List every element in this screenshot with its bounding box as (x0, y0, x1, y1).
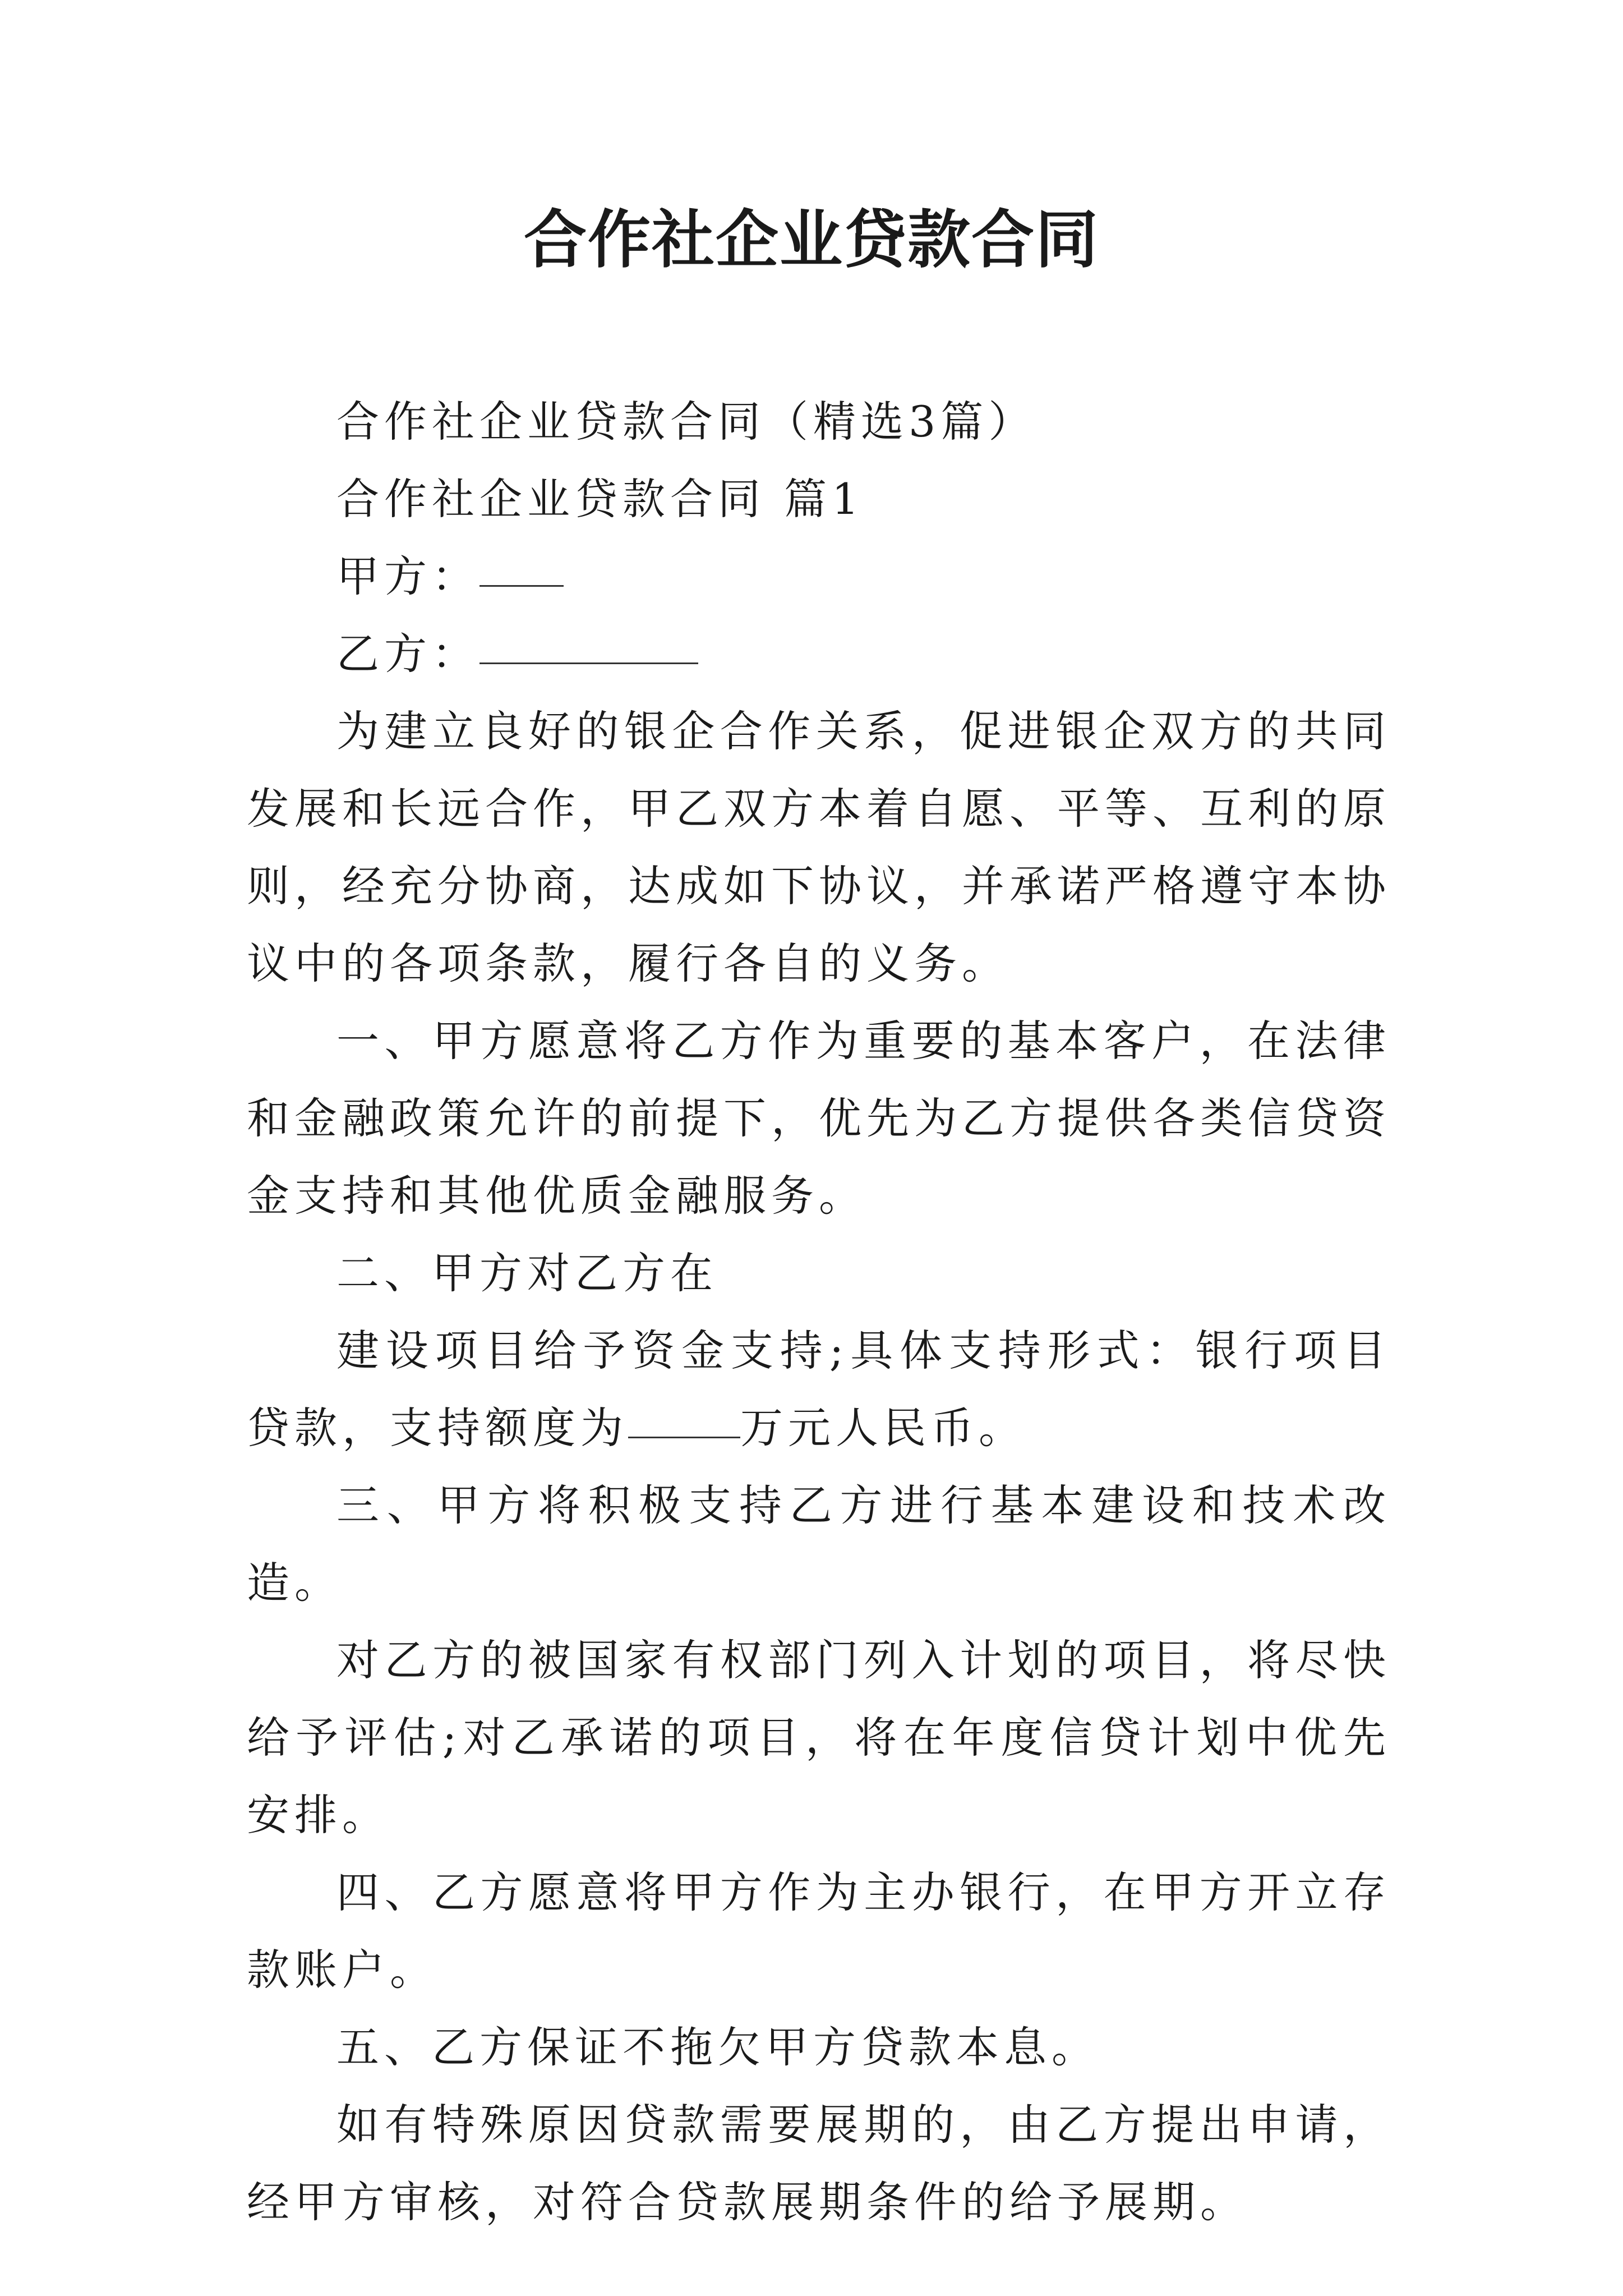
paragraph-support-form (247, 1312, 1391, 1467)
support-form-text: 建设项目给予资金支持;具体支持形式：银行项目贷款，支持额度为 (247, 1326, 1391, 1453)
paragraph-clause-3: 三、甲方将积极支持乙方进行基本建设和技术改造。 (247, 1480, 1391, 1608)
party-b-line (247, 615, 1391, 693)
paragraph-clause-1: 一、甲方愿意将乙方作为重要的基本客户，在法律和金融政策允许的前提下，优先为乙方提供各类信贷资金支持和其他优质金融服务。 (247, 1016, 1391, 1221)
document-title: 合作社企业贷款合同 (524, 203, 1099, 277)
paragraph-project-evaluation: 对乙方的被国家有权部门列入计划的项目，将尽快给予评估;对乙承诺的项目，将在年度信贷计划中优先安排。 (247, 1635, 1391, 1840)
party-a-blank (479, 545, 564, 587)
paragraph-clause-2: 二、甲方对乙方在 (336, 1248, 718, 1298)
party-b-blank (479, 622, 698, 664)
paragraph-extension: 如有特殊原因贷款需要展期的，由乙方提出申请，经甲方审核，对符合贷款展期条件的给予展期。 (247, 2100, 1391, 2227)
amount-blank (628, 1396, 740, 1438)
document-subtitle: 合作社企业贷款合同（精选3篇） (336, 397, 1036, 447)
paragraph-clause-4: 四、乙方愿意将甲方作为主办银行，在甲方开立存款账户。 (247, 1867, 1391, 1995)
paragraph-intro: 为建立良好的银企合作关系，促进银企双方的共同发展和长远合作，甲乙双方本着自愿、平等、互利的原则，经充分协商，达成如下协议，并承诺严格遵守本协议中的各项条款，履行各自的义务。 (247, 706, 1391, 988)
party-a-line (247, 538, 1391, 615)
section-heading: 合作社企业贷款合同 篇1 (336, 474, 864, 524)
support-amount-unit: 万元人民币。 (740, 1403, 1026, 1453)
party-a-label: 甲方： (336, 551, 479, 601)
paragraph-clause-5: 五、乙方保证不拖欠甲方贷款本息。 (336, 2022, 1099, 2072)
document-body (247, 383, 1391, 2241)
party-b-label: 乙方： (336, 629, 479, 679)
